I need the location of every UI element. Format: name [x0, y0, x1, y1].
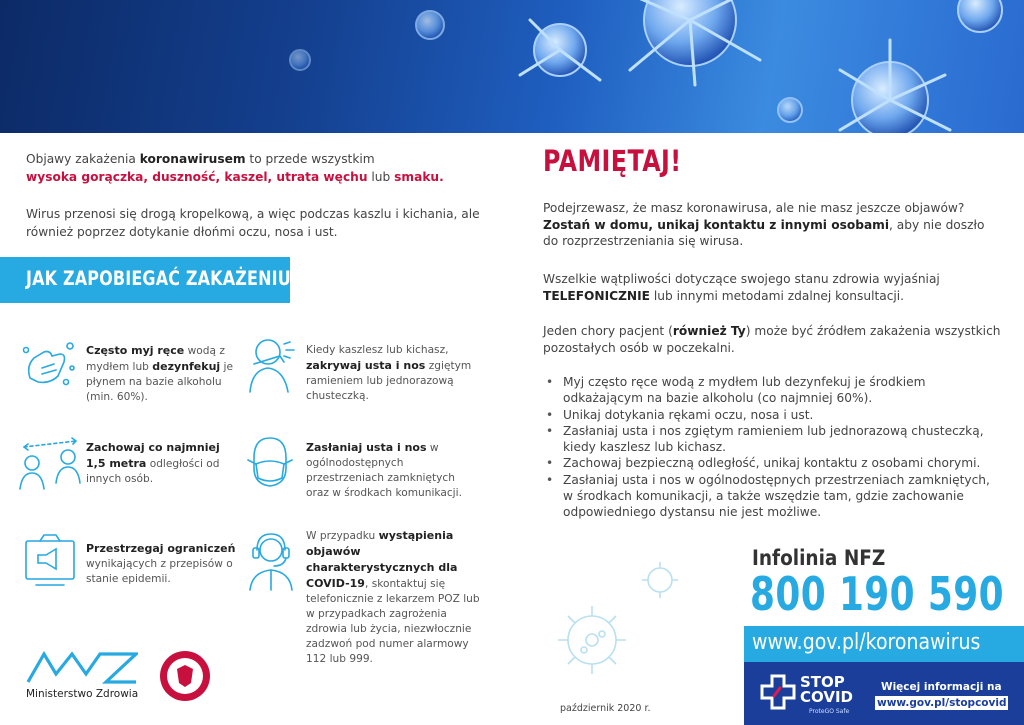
p3-text: Jeden chory pacjent (	[543, 324, 673, 338]
p1-text: Podejrzewasz, że masz koronawirusa, ale nie masz jeszcze objawów?	[543, 201, 965, 215]
hand-washing-icon	[20, 338, 80, 390]
stopcovid-title: STOP COVID	[800, 673, 853, 706]
website-bar	[744, 626, 1024, 662]
list-item: • Zasłaniaj usta i nos w ogólnodostępnych przestrzeniach zamkniętych, w środkach komunikacji, a także wszędzie tam, gdzie zachowanie odpowiedniego dystansu nie jest możliwe.	[543, 472, 1003, 521]
tip-bold: Zachowaj co najmniej 1,5 metra	[86, 441, 220, 470]
p1-text-post: , aby nie doszło do rozprzestrzeniania się wirusa.	[543, 217, 985, 248]
symptoms-or: lub	[367, 170, 395, 184]
intro-bold-coronavirus: koronawirusem	[139, 152, 246, 166]
publication-date: październik 2020 r.	[560, 703, 651, 714]
remember-paragraph-2	[543, 271, 1003, 304]
virus-banner	[0, 0, 1024, 133]
p3-text-post: ) może być źródłem zakażenia wszystkich pozostałych osób w poczekalni.	[543, 324, 1001, 355]
virus-illustration-icon	[0, 0, 1024, 133]
symptoms-last: smaku.	[394, 170, 444, 184]
headset-doctor-icon	[244, 530, 298, 592]
social-distance-icon	[18, 437, 82, 491]
tip-text: w ogólnodostępnych przestrzeniach zamkniętych oraz w środkach komunikacji.	[306, 442, 462, 499]
tip-distance	[86, 440, 236, 487]
tip-text: Kiedy kaszlesz lub kichasz,	[306, 344, 449, 356]
p2-text: Wszelkie wątpliwości dotyczące swojego stanu zdrowia wyjaśniaj	[543, 272, 940, 286]
stopcovid-banner	[744, 662, 1024, 725]
tip-bold: Przestrzegaj ograniczeń	[86, 542, 236, 555]
megaphone-board-icon	[22, 531, 78, 589]
list-item: • Zasłaniaj usta i nos zgiętym ramieniem lub jednorazową chusteczką, kiedy kaszlesz lub kichasz.	[543, 423, 1003, 456]
p2-text-post: lub innymi metodami zdalnej konsultacji.	[650, 288, 905, 303]
tip-call-doctor	[306, 528, 484, 667]
ministry-logo-icon	[26, 648, 138, 684]
tip-text: odległości od innych osób.	[86, 458, 220, 485]
face-mask-icon	[244, 434, 296, 494]
p2-bold: TELEFONICZNIE	[543, 288, 650, 303]
prevention-heading-bar	[0, 257, 301, 303]
list-item: • Myj często ręce wodą z mydłem lub dezynfekuj je środkiem odkażającym na bazie alkoholu (co najmniej 60%).	[543, 374, 1003, 407]
list-item: • Unikaj dotykania rękami oczu, nosa i ust.	[543, 407, 1003, 423]
stopcovid-link[interactable]: www.gov.pl/stopcovid	[877, 697, 1007, 709]
tip-text: wodą z mydłem lub	[86, 345, 225, 373]
tip-bold: Często myj ręce	[86, 344, 185, 357]
website-link[interactable]: www.gov.pl/koronawirus	[752, 630, 981, 655]
remember-paragraph-1	[543, 200, 1003, 250]
hotline-phone-number[interactable]: 800 190 590	[750, 567, 1004, 621]
tip-wash-hands	[86, 343, 236, 405]
remember-heading: PAMIĘTAJ!	[543, 144, 682, 178]
p3-bold: również Ty	[672, 324, 746, 338]
tip-bold: zakrywaj usta i nos	[306, 359, 426, 372]
symptoms-list: wysoka gorączka, duszność, kaszel, utrata węchu	[26, 170, 368, 184]
more-info-label: Więcej informacji na	[881, 681, 1002, 693]
stopcovid-subtitle: ProteGO Safe	[809, 708, 850, 715]
sanitary-inspection-seal-icon	[160, 651, 210, 701]
tip-text: , skontaktuj się telefonicznie z lekarzem POZ lub w przypadkach zagrożenia zdrowia lub życia, niezwłocznie zadzwoń pod numer alarmowy 112 lub 999.	[306, 578, 480, 665]
tip-text: wynikających z przepisów o stanie epidemii.	[86, 558, 233, 585]
tip-bold: dezynfekuj	[152, 360, 221, 373]
remember-paragraph-3	[543, 323, 1013, 356]
intro-text: Objawy zakażenia	[26, 152, 140, 166]
infolinia-label: Infolinia NFZ	[752, 546, 886, 570]
tip-text: je płynem na bazie alkoholu (min. 60%).	[86, 361, 234, 403]
tip-bold: wystąpienia objawów charakterystycznych dla COVID-19	[306, 529, 458, 590]
list-item: • Zachowaj bezpieczną odległość, unikaj kontaktu z osobami chorymi.	[543, 455, 1003, 471]
ministry-name: Ministerstwo Zdrowia	[26, 688, 139, 700]
symptoms-intro	[26, 150, 486, 186]
stopcovid-cross-icon	[760, 674, 796, 710]
p1-bold: Zostań w domu, unikaj kontaktu z innymi osobami	[543, 217, 890, 232]
cough-elbow-icon	[244, 334, 298, 394]
intro-text-post: to przede wszystkim	[245, 152, 375, 166]
tip-restrictions	[86, 541, 236, 587]
tip-text: W przypadku	[306, 530, 379, 542]
remember-bullet-list	[543, 374, 1003, 521]
tip-cover-cough	[306, 343, 481, 404]
tip-text: zgiętym ramieniem lub jednorazową chusteczką.	[306, 360, 472, 402]
prevention-heading: JAK ZAPOBIEGAĆ ZAKAŻENIU?	[26, 267, 301, 290]
tip-bold: Zasłaniaj usta i nos	[306, 441, 427, 454]
tip-mask	[306, 440, 481, 501]
virus-outline-icon	[540, 540, 740, 700]
spread-text: Wirus przenosi się drogą kropelkową, a więc podczas kaszlu i kichania, ale również poprzez dotykanie dłońmi oczu, nosa i ust.	[26, 207, 480, 239]
